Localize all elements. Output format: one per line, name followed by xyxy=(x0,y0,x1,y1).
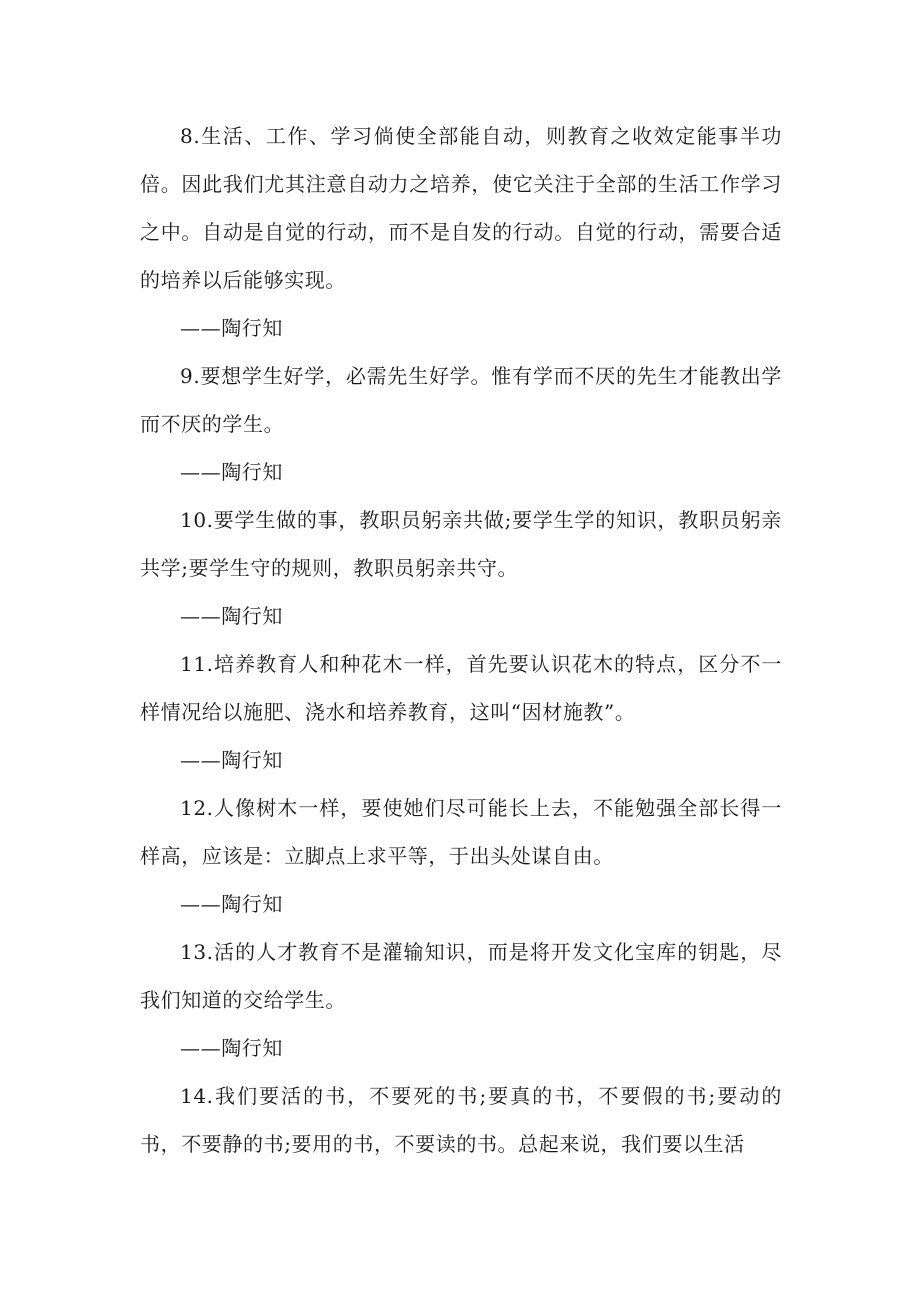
quote-12-text: 12.人像树木一样，要使她们尽可能长上去，不能勉强全部长得一样高，应该是：立脚点上求平等，于出头处谋自由。 xyxy=(140,796,782,868)
quote-9-author: ——陶行知 xyxy=(180,460,283,484)
quote-10-author: ——陶行知 xyxy=(180,604,283,628)
quote-8-author: ——陶行知 xyxy=(180,316,283,340)
document-body xyxy=(140,112,782,1168)
quote-13-text: 13.活的人才教育不是灌输知识，而是将开发文化宝库的钥匙，尽我们知道的交给学生。 xyxy=(140,940,782,1012)
quote-8-text: 8.生活、工作、学习倘使全部能自动，则教育之收效定能事半功倍。因此我们尤其注意自动力之培养，使它关注于全部的生活工作学习之中。自动是自觉的行动，而不是自发的行动。自觉的行动，需要合适的培养以后能够实现。 xyxy=(140,124,782,292)
quote-12-author: ——陶行知 xyxy=(180,892,283,916)
quote-11-author: ——陶行知 xyxy=(180,748,283,772)
quote-9-text: 9.要想学生好学，必需先生好学。惟有学而不厌的先生才能教出学而不厌的学生。 xyxy=(140,364,782,436)
quote-14-text: 14.我们要活的书，不要死的书;要真的书，不要假的书;要动的书，不要静的书;要用的书，不要读的书。总起来说，我们要以生活 xyxy=(140,1084,782,1156)
quote-10-text: 10.要学生做的事，教职员躬亲共做;要学生学的知识，教职员躬亲共学;要学生守的规则，教职员躬亲共守。 xyxy=(140,508,782,580)
quote-11-text: 11.培养教育人和种花木一样，首先要认识花木的特点，区分不一样情况给以施肥、浇水和培养教育，这叫“因材施教”。 xyxy=(140,652,782,724)
quote-13-author: ——陶行知 xyxy=(180,1036,283,1060)
